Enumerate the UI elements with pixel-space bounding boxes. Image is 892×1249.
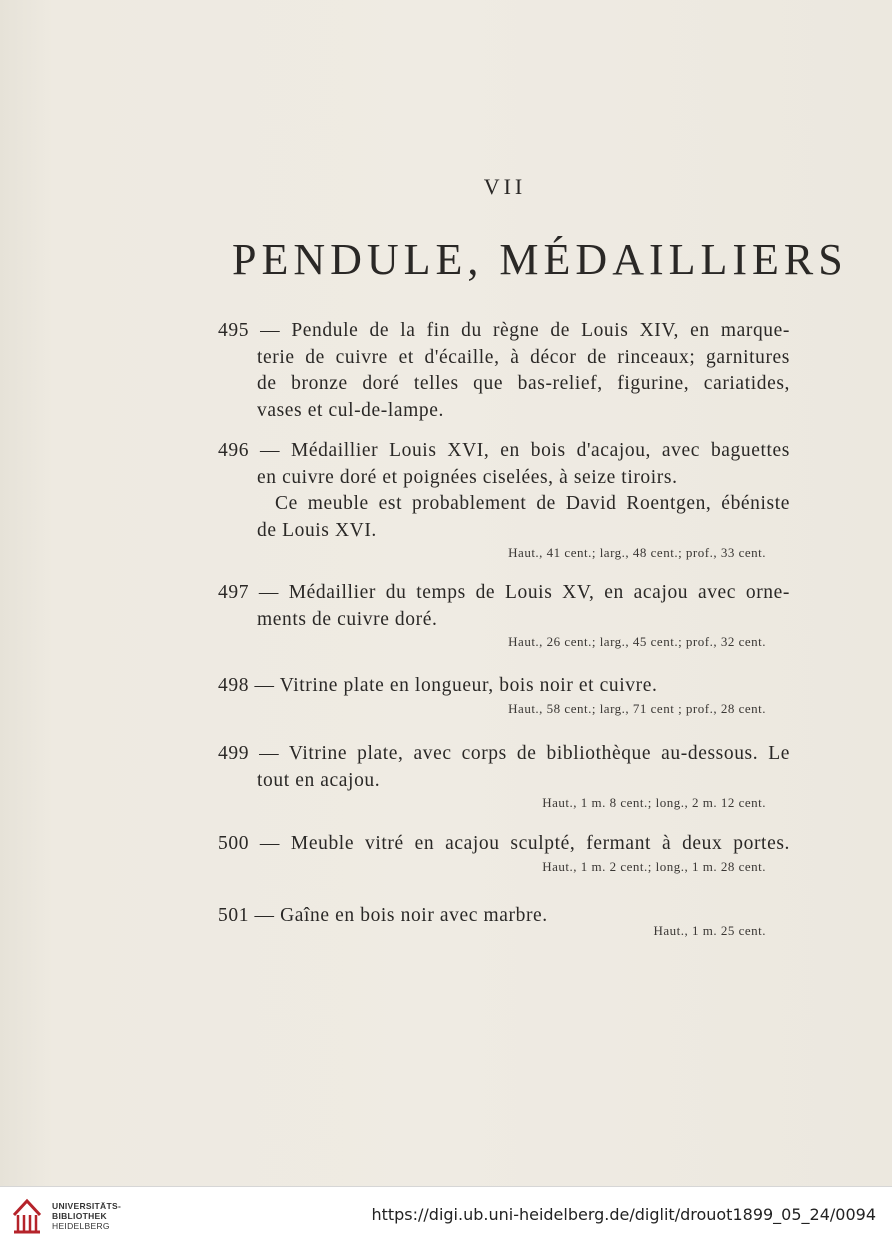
permalink-url[interactable]: https://digi.ub.uni-heidelberg.de/diglit/drouot1899_05_24/0094 xyxy=(371,1205,876,1224)
entry-line: 500 — Meuble vitré en acajou sculpté, fermant à deux portes. xyxy=(218,833,790,854)
catalog-entry-498 xyxy=(218,673,790,718)
entry-line: 499 — Vitrine plate, avec corps de bibliothèque au-dessous. Le xyxy=(218,743,790,764)
library-name-line: BIBLIOTHEK xyxy=(52,1211,107,1221)
entry-dimensions: Haut., 1 m. 8 cent.; long., 2 m. 12 cent. xyxy=(542,795,766,810)
entry-line: ments de cuivre doré. xyxy=(257,608,438,630)
library-name-line: UNIVERSITÄTS- xyxy=(52,1201,122,1211)
library-name xyxy=(52,1201,121,1231)
entry-dimensions: Haut., 58 cent.; larg., 71 cent ; prof., 28 cent. xyxy=(508,700,766,716)
entry-line: de bronze doré telles que bas-relief, figurine, cariatides, xyxy=(257,373,790,394)
entry-dimensions: Haut., 41 cent.; larg., 48 cent.; prof., 33 cent. xyxy=(508,545,766,560)
page-title: PENDULE, MÉDAILLIERS xyxy=(232,235,848,284)
entry-line: 498 — Vitrine plate en longueur, bois noir et cuivre. xyxy=(218,675,658,696)
entry-dimensions: Haut., 26 cent.; larg., 45 cent.; prof., 32 cent. xyxy=(508,634,766,649)
entry-line: 495 — Pendule de la fin du règne de Louis XIV, en marque- xyxy=(218,320,790,341)
catalog-entry-497 xyxy=(218,580,790,651)
entry-line: 501 — Gaîne en bois noir avec marbre. xyxy=(218,905,548,926)
heidelberg-library-logo-icon xyxy=(10,1195,44,1235)
entry-line: Ce meuble est probablement de David Roentgen, ébéniste xyxy=(275,493,790,514)
catalog-entry-495 xyxy=(218,318,790,424)
entry-dimensions: Haut., 1 m. 25 cent. xyxy=(653,922,766,938)
library-name-line: HEIDELBERG xyxy=(52,1221,110,1231)
catalog-entry-500 xyxy=(218,831,790,876)
entry-line: de Louis XVI. xyxy=(257,519,377,541)
entry-line: terie de cuivre et d'écaille, à décor de rinceaux; garnitures xyxy=(257,346,790,368)
entry-line: en cuivre doré et poignées ciselées, à seize tiroirs. xyxy=(257,466,678,488)
entry-line: 496 — Médaillier Louis XVI, en bois d'acajou, avec baguettes xyxy=(218,440,790,461)
entry-line: 497 — Médaillier du temps de Louis XV, en acajou avec orne- xyxy=(218,582,790,603)
entry-line: tout en acajou. xyxy=(257,769,381,791)
catalog-entry-496 xyxy=(218,438,790,562)
chapter-number: VII xyxy=(483,174,527,199)
entry-dimensions: Haut., 1 m. 2 cent.; long., 1 m. 28 cent. xyxy=(542,858,766,874)
catalog-entry-501 xyxy=(218,903,790,940)
catalog-entry-499 xyxy=(218,741,790,812)
viewer-footer xyxy=(0,1186,892,1249)
entry-line: vases et cul-de-lampe. xyxy=(257,399,444,421)
